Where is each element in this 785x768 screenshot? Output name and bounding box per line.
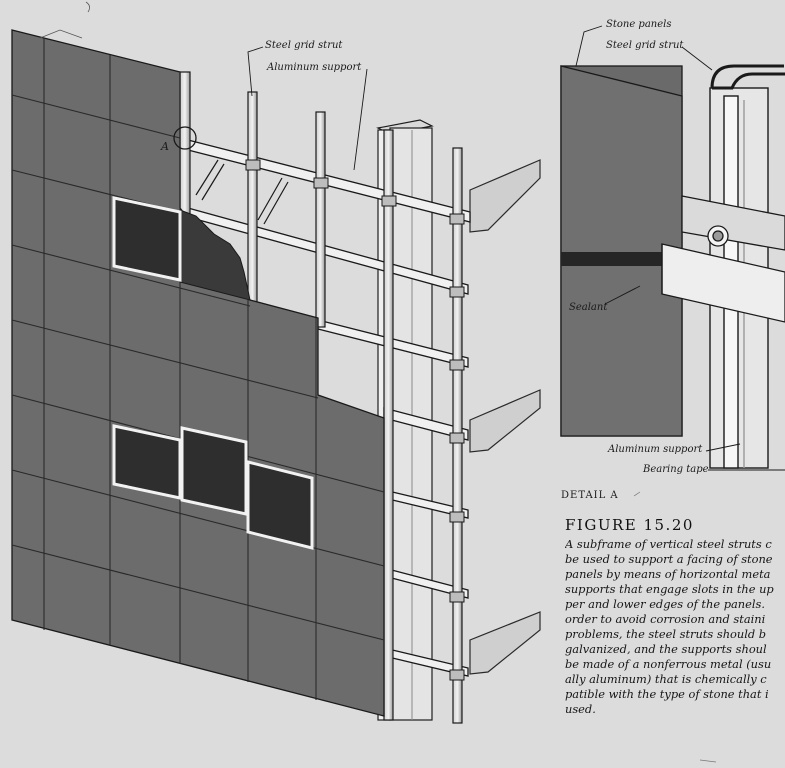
label-steel-grid-strut-detail: Steel grid strut [606,40,684,51]
caption-line: be made of a nonferrous metal (usu [565,657,772,671]
label-aluminum-support: Aluminum support [267,62,362,73]
label-detail-a: DETAIL A [561,490,619,501]
label-sealant: Sealant [569,302,608,313]
caption-line: A subframe of vertical steel struts c [565,537,772,551]
caption-line: panels by means of horizontal meta [565,567,771,581]
caption-line: ally aluminum) that is chemically c [565,672,767,686]
figure-caption [565,537,785,717]
caption-line: order to avoid corrosion and staini [565,612,766,626]
figure-title: FIGURE 15.20 [565,516,694,534]
label-aluminum-support-detail: Aluminum support [608,444,703,455]
caption-line: used. [565,702,596,716]
label-stone-panels: Stone panels [606,19,672,30]
caption-line: galvanized, and the supports shoul [565,642,767,656]
label-bearing-tape: Bearing tape [643,464,709,475]
caption-line: patible with the type of stone that i [565,687,769,701]
caption-line: supports that engage slots in the up [565,582,774,596]
caption-line: problems, the steel struts should b [565,627,767,641]
label-detail-marker: A [161,140,169,153]
caption-line: per and lower edges of the panels. [565,597,765,611]
label-steel-grid-strut: Steel grid strut [265,40,343,51]
caption-line: be used to support a facing of stone [565,552,773,566]
